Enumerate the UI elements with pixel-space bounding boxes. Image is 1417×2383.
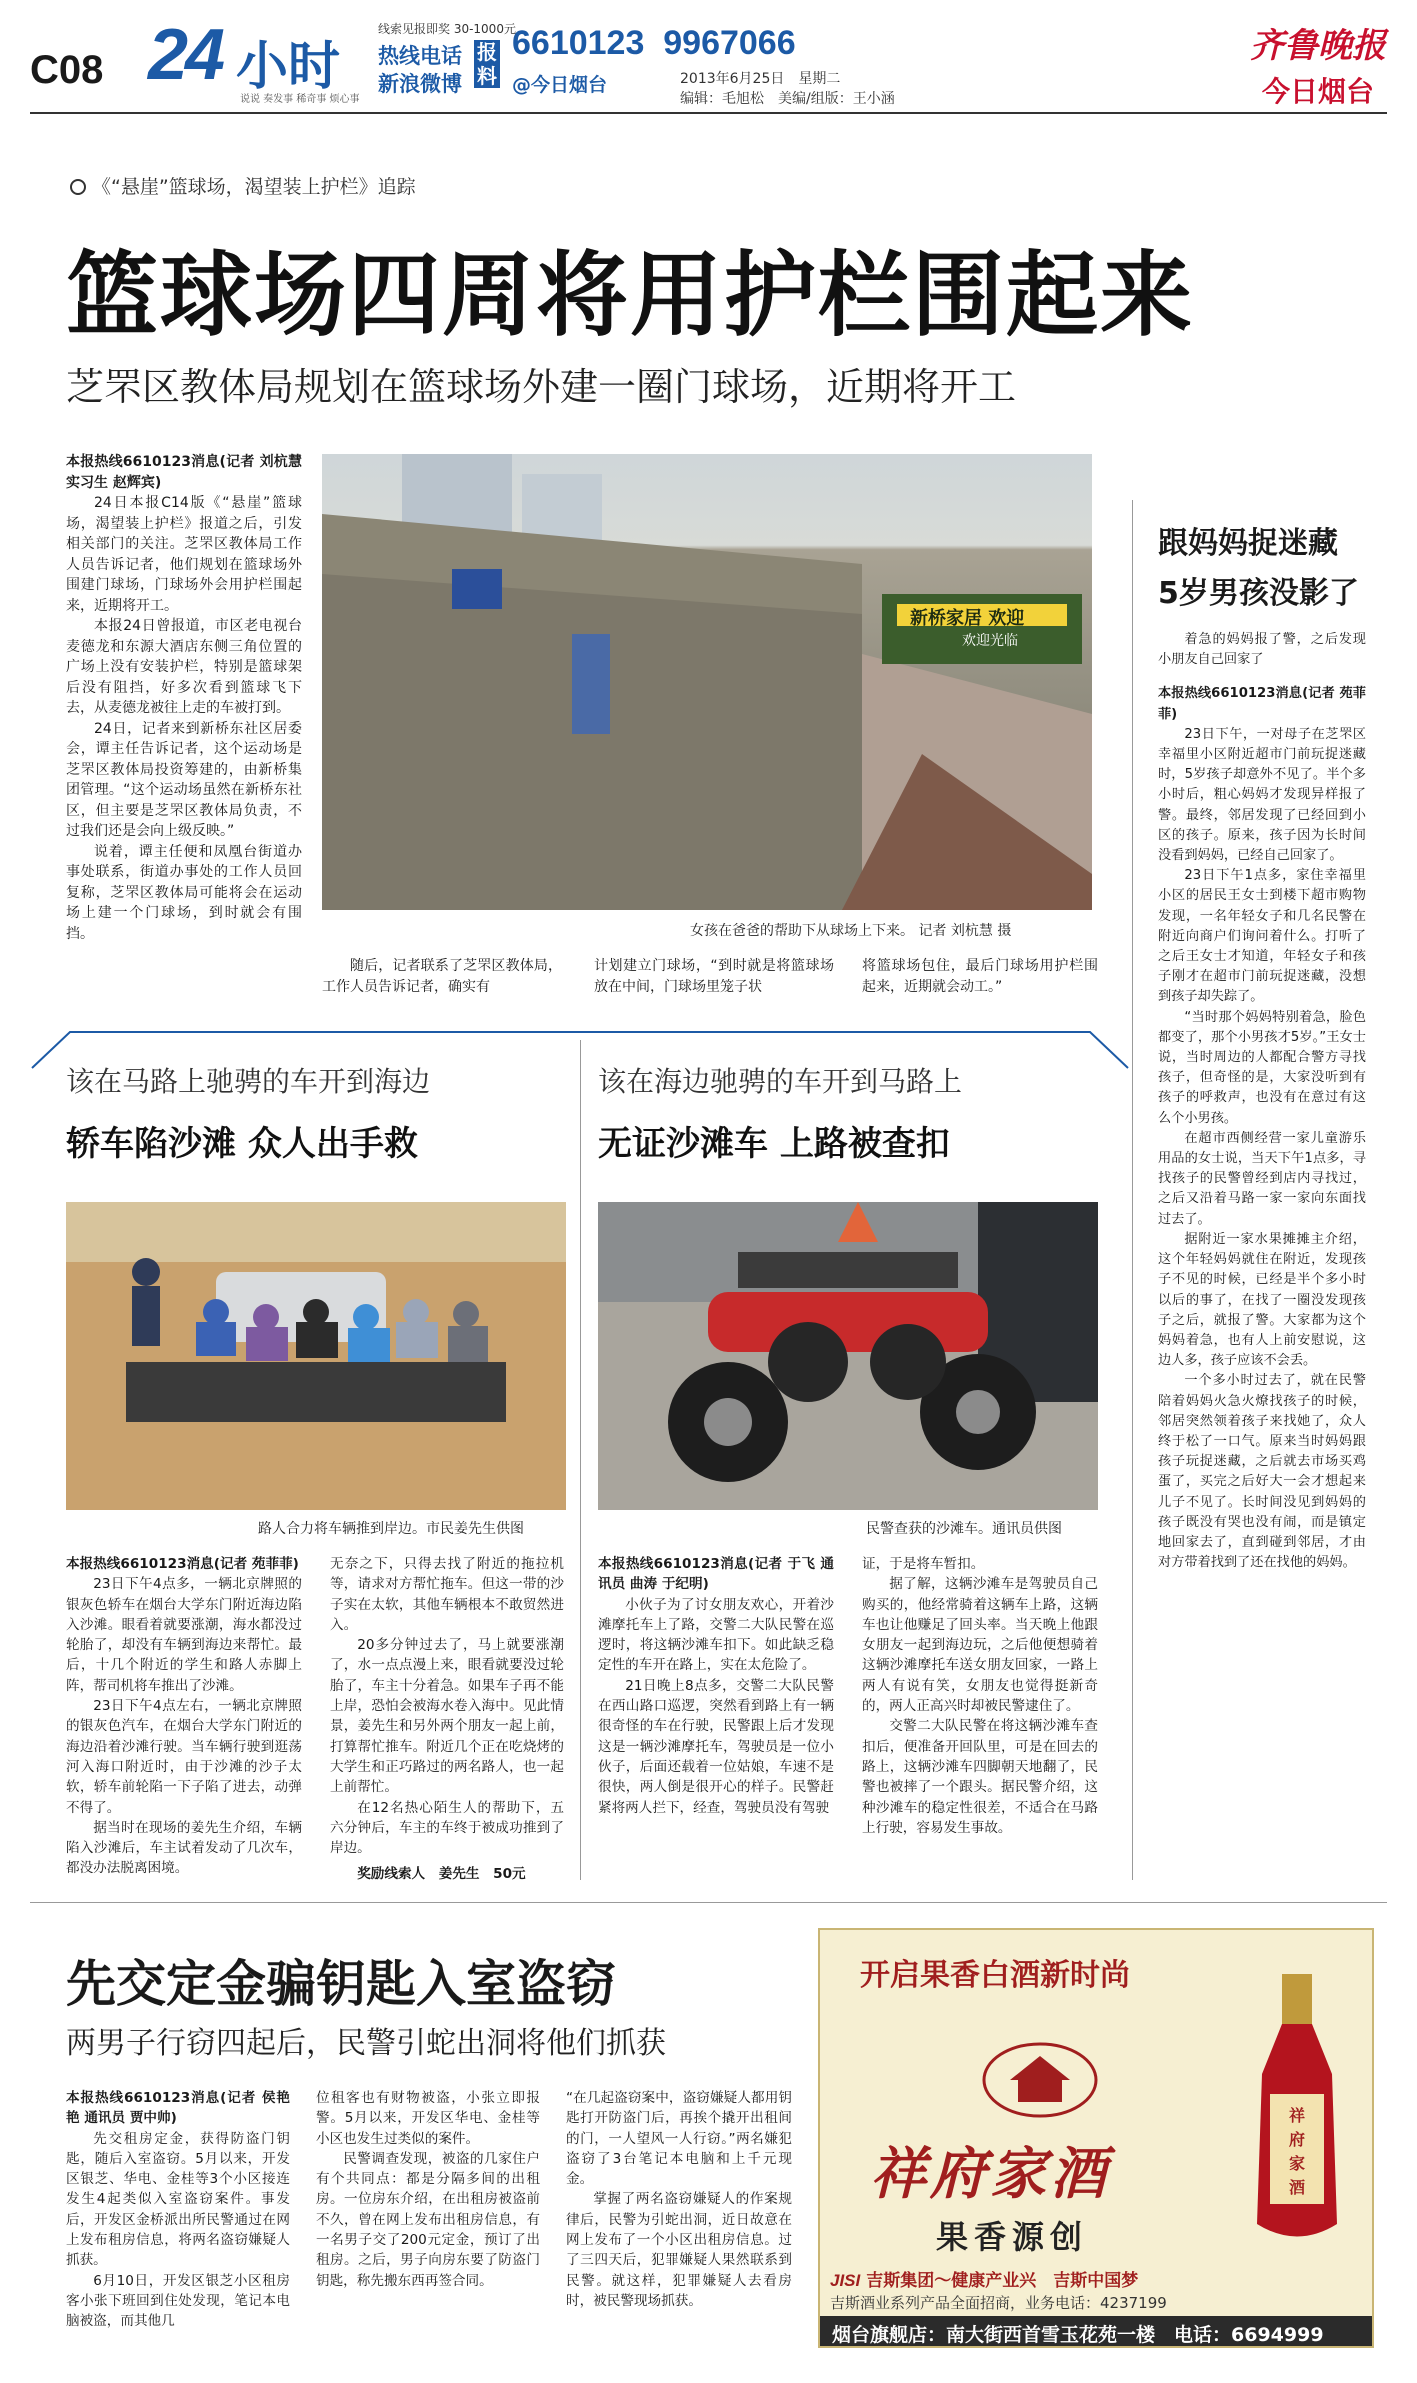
paper-name: 齐鲁晚报 (1250, 26, 1386, 66)
main-story-kicker (70, 172, 416, 199)
main-para: 24日，记者来到新桥东社区居委会，谭主任告诉记者，这个运动场是芝罘区教体局投资筹建的，由新桥集团管理。“这个运动场虽然在新桥东社区，但主要是芝罘区教体局负责，不过我们还是会向上级反映。” (66, 720, 302, 839)
right-headline: 无证沙滩车 上路被查扣 (598, 1124, 950, 1164)
main-para: 将篮球场包住，最后门球场用护栏围起来，近期就会动工。” (862, 958, 1098, 995)
ad-company-logo: JISI (830, 2271, 861, 2290)
bottom-para: 掌握了两名盗窃嫌疑人的作案规律后，民警为引蛇出洞，近日故意在网上发布了一个小区出租房信息。过了三四天后，犯罪嫌疑人果然联系到民警。就这样，犯罪嫌疑人去看房时，被民警现场抓获。 (566, 2191, 792, 2309)
ad-company: 吉斯集团～健康产业兴 吉斯中国梦 (866, 2271, 1139, 2291)
edition-name: 今日烟台 (1262, 75, 1375, 108)
main-para: 本报24日曾报道，市区老电视台麦德龙和东源大酒店东侧三角位置的广场上没有安装护栏，特别是篮球架后没有阻挡，好多次看到篮球飞下去，从麦德龙被往上走的车被打到。 (66, 618, 302, 716)
main-photo-caption: 女孩在爸爸的帮助下从球场上下来。 记者 刘杭慧 摄 (690, 923, 1012, 939)
right-para: 证，于是将车暂扣。 (862, 1556, 985, 1572)
ad-company-row (830, 2266, 1138, 2291)
right-para: 21日晚上8点多，交警二大队民警在西山路口巡逻，突然看到路上有一辆很奇怪的车在行驶，民警跟上后才发现这是一辆沙滩摩托车，驾驶员是一位小伙子，后面还载着一位姑娘，车速不是很快，两人倒是很开心的样子。民警赶紧将两人拦下，经查，驾驶员没有驾驶 (598, 1677, 834, 1816)
right-story-col1 (598, 1554, 834, 1818)
side-para: 据附近一家水果摊摊主介绍，这个年轻妈妈就住在附近，发现孩子不见的时候，已经是半个多小时以后的事了，在找了一圈没发现孩子之后，就报了警。大家都为这个妈妈着急，也有人上前安慰说，这边人多，孩子应该不会丢。 (1158, 1231, 1366, 1369)
ad-slogan: 开启果香白酒新时尚 (860, 1958, 1130, 1993)
left-photo-caption: 路人合力将车辆推到岸边。市民姜先生供图 (258, 1521, 524, 1537)
left-story-col1 (66, 1554, 302, 1879)
main-para: 计划建立门球场，“到时就是将篮球场放在中间，门球场里笼子状 (594, 958, 834, 995)
hotline-numbers: 6610123 9967066 (512, 24, 796, 62)
reward-text: 线索见报即奖 30-1000元 (378, 22, 516, 36)
left-para: 23日下午4点左右，一辆北京牌照的银灰色汽车，在烟台大学东门附近的海边沿着沙滩行驶。当车辆行驶到逛荡河入海口附近时，由于沙滩的沙子太软，轿车前轮陷一下子陷了进去，动弹不得了。 (66, 1698, 302, 1816)
right-para: 小伙子为了讨女朋友欢心，开着沙滩摩托车上了路，交警二大队民警在巡逻时，将这辆沙滩车扣下。如此缺乏稳定性的车开在路上，实在太危险了。 (598, 1596, 834, 1674)
date-text: 2013年6月25日 星期二 (680, 71, 841, 87)
left-photo (66, 1202, 566, 1510)
main-story-bottom-col1 (322, 956, 562, 997)
left-headline: 轿车陷沙滩 众人出手救 (66, 1124, 418, 1164)
right-photo-scene (598, 1202, 1098, 1510)
right-para: 交警二大队民警在将这辆沙滩车查扣后，便准备开回队里，可是在回去的路上，这辆沙滩车四脚朝天地翻了，民警也被摔了一个跟头。据民警介绍，这种沙滩车的稳定性很差，不适合在马路上行驶，容易发生事故。 (862, 1718, 1098, 1836)
main-photo (322, 454, 1092, 910)
left-tagline: 该在马路上驰骋的车开到海边 (66, 1065, 431, 1098)
kicker-icon (70, 179, 86, 195)
weibo-label: 新浪微博 (378, 72, 462, 96)
right-photo (598, 1202, 1098, 1510)
side-para: 23日下午，一对母子在芝罘区幸福里小区附近超市门前玩捉迷藏时，5岁孩子却意外不见了。半个多小时后，粗心妈妈才发现异样报了警。最终，邻居发现了已经回到小区的孩子。原来，孩子因为长时间没看到妈妈，已经自己回家了。 (1158, 726, 1366, 864)
ad-store: 烟台旗舰店：南大街西首雪玉花苑一楼 电话：6694999 (832, 2324, 1324, 2346)
right-tagline: 该在海边驰骋的车开到马路上 (598, 1065, 963, 1098)
photo-sign-sub: 欢迎光临 (962, 633, 1018, 649)
kicker-text: 《“悬崖”篮球场，渴望装上护栏》追踪 (92, 176, 416, 198)
ad-logo-emblem (980, 2040, 1100, 2120)
bottom-para: 位租客也有财物被盗，小张立即报警。5月以来，开发区华电、金桂等小区也发生过类似的案件。 (316, 2090, 540, 2147)
ad-box[interactable] (818, 1928, 1374, 2348)
bottom-para: 6月10日，开发区银芝小区租房客小张下班回到住处发现，笔记本电脑被盗，而其他几 (66, 2272, 290, 2330)
side-deck: 着急的妈妈报了警，之后发现小朋友自己回家了 (1158, 632, 1366, 668)
ad-recruit: 吉斯酒业系列产品全面招商，业务电话：4237199 (830, 2294, 1167, 2312)
side-story-body (1158, 630, 1366, 1573)
ad-tagline: 果香源创 (936, 2218, 1089, 2256)
left-para: 23日下午4点多，一辆北京牌照的银灰色轿车在烟台大学东门附近海边陷入沙滩。眼看着就要涨潮，海水都没过轮胎了，却没有车辆到海边来帮忙。最后，十几个附近的学生和路人赤脚上阵，帮司机将车推出了沙滩。 (66, 1576, 302, 1694)
main-para: 随后，记者联系了芝罘区教体局，工作人员告诉记者，确实有 (322, 958, 562, 995)
side-para: 一个多小时过去了，就在民警陪着妈妈火急火燎找孩子的时候，邻居突然领着孩子来找她了，众人终于松了一口气。原来当时妈妈跟孩子玩捉迷藏，之后就去市场买鸡蛋了，买完之后好大一会才想起来儿子不见了。长时间没见到妈妈的孩子既没有哭也没有闹，而是镇定地回家去了，直到碰到邻居，才由对方带着找到了还在找他的妈妈。 (1158, 1373, 1366, 1571)
bottom-headline: 先交定金骗钥匙入室盗窃 (66, 1955, 616, 2013)
twin-divider (580, 1040, 581, 1880)
main-photo-scene (322, 454, 1092, 910)
main-para: 说着，谭主任便和凤凰台街道办事处联系，街道办事处的工作人员回复称，芝罘区教体局可能将会在运动场上建一个门球场，到时就会有围挡。 (66, 843, 302, 942)
bottom-para: “在几起盗窃案中，盗窃嫌疑人都用钥匙打开防盗门后，再挨个撬开出租间的门，一人望风一人行窃。”两名嫌犯盗窃了3台笔记本电脑和上千元现金。 (566, 2090, 792, 2188)
left-reward: 奖励线索人 姜先生 50元 (357, 1866, 526, 1883)
main-story-bottom-col3 (862, 956, 1098, 997)
section-slogan: 说说 奏发事 稀奇事 烦心事 (240, 94, 360, 105)
page-number: C08 (30, 48, 104, 92)
side-para: “当时那个妈妈特别着急，脸色都变了，那个小男孩才5岁。”王女士说，当时周边的人都配合警方寻找孩子，但奇怪的是，大家没听到有孩子的呼救声，也没有在意过有这么个小男孩。 (1158, 1009, 1366, 1126)
side-column-rule (1132, 500, 1133, 1880)
main-para: 24日本报C14版《“悬崖”篮球场，渴望装上护栏》报道之后，引发相关部门的关注。芝罘区教体局工作人员告诉记者，他们规划在篮球场外围建门球场，门球场外会用护栏围起来，近期将开工。 (66, 495, 302, 614)
side-para: 23日下午1点多，家住幸福里小区的居民王女士到楼下超市购物发现，一名年轻女子和几名民警在附近向商户们询问着什么。打听了之后王女士才知道，年轻女子和孩子刚才在超市门前玩捉迷藏，没想到孩子却失踪了。 (1158, 868, 1366, 1005)
left-lead: 本报热线6610123消息(记者 苑菲菲) (66, 1556, 299, 1572)
left-photo-scene (66, 1202, 566, 1510)
main-subhead: 芝罘区教体局规划在篮球场外建一圈门球场，近期将开工 (66, 365, 1017, 409)
main-story-bottom-col2 (594, 956, 834, 997)
left-para: 无奈之下，只得去找了附近的拖拉机等，请求对方帮忙拖车。但这一带的沙子实在太软，其他车辆根本不敢贸然进入。 (330, 1556, 564, 1633)
left-para: 据当时在现场的姜先生介绍，车辆陷入沙滩后，车主试着发动了几次车，都没办法脱离困境。 (66, 1819, 302, 1877)
left-para: 20多分钟过去了，马上就要涨潮了，水一点点漫上来，眼看就要没过轮胎了，车主十分着急。如果车子再不能上岸，恐怕会被海水卷入海中。见此情景，姜先生和另外两个朋友一起上前，打算帮忙推车。附近几个正在吃烧烤的大学生和正巧路过的两名路人，也一起上前帮忙。 (330, 1637, 564, 1796)
right-photo-caption: 民警查获的沙滩车。通讯员供图 (866, 1521, 1062, 1537)
masthead-rule (30, 112, 1387, 114)
bottom-subhead: 两男子行窃四起后，民警引蛇出洞将他们抓获 (66, 2026, 666, 2061)
left-story-col2 (330, 1554, 564, 1885)
side-title-2: 5岁男孩没影了 (1158, 576, 1359, 611)
ad-bottle (1242, 1974, 1352, 2250)
hotline-label: 热线电话 (378, 44, 462, 68)
main-story-left-column (66, 452, 302, 944)
main-lead: 本报热线6610123消息(记者 刘杭慧 实习生 赵辉宾) (66, 454, 302, 491)
right-para: 据了解，这辆沙滩车是驾驶员自己购买的，他经常骑着这辆车上路，这辆车也让他赚足了回头率。当天晚上他跟女朋友一起到海边玩，之后他便想骑着这辆沙滩摩托车送女朋友回家，一路上两人有说有笑，女朋友也觉得挺新奇的，两人正高兴时却被民警逮住了。 (862, 1576, 1098, 1715)
bottom-story-col3 (566, 2088, 792, 2311)
bottom-para: 民警调查发现，被盗的几家住户有个共同点：都是分隔多间的出租房。一位房东介绍，在出租房被盗前不久，曾在网上发布出租房信息，有一名男子交了200元定金，预订了出租房。之后，男子向房东要了防盗门钥匙，称先搬东西再签合同。 (316, 2150, 540, 2289)
report-badge: 报料 (474, 40, 500, 88)
bottom-story-col2 (316, 2088, 540, 2291)
right-lead: 本报热线6610123消息(记者 于飞 通讯员 曲涛 于纪明) (598, 1556, 834, 1593)
weibo-handle: @今日烟台 (512, 74, 608, 96)
right-story-col2 (862, 1554, 1098, 1838)
bottom-para: 先交租房定金，获得防盗门钥匙，随后入室盗窃。5月以来，开发区银芝、华电、金桂等3个小区接连发生4起类似入室盗窃案件。事发后，开发区金桥派出所民警通过在网上发布租房信息，将两名盗窃嫌疑人抓获。 (66, 2130, 290, 2269)
ad-store-bar (820, 2316, 1374, 2348)
section-word: 小时 (236, 37, 341, 97)
bottom-rule (30, 1902, 1387, 1903)
main-headline: 篮球场四周将用护栏围起来 (66, 242, 1195, 349)
ad-brand: 祥府家酒 (870, 2141, 1110, 2207)
section-number: 24 (148, 15, 223, 95)
masthead (0, 0, 1417, 110)
side-title-1: 跟妈妈捉迷藏 (1158, 526, 1338, 561)
photo-sign-main: 新桥家居 欢迎 (910, 608, 1025, 629)
bottom-lead: 本报热线6610123消息(记者 侯艳艳 通讯员 贾中帅) (66, 2090, 290, 2127)
side-lead: 本报热线6610123消息(记者 苑菲菲) (1158, 686, 1366, 722)
bottom-story-col1 (66, 2088, 290, 2332)
editor-text: 编辑：毛旭松 美编/组版：王小涵 (680, 91, 895, 107)
left-para: 在12名热心陌生人的帮助下，五六分钟后，车主的车终于被成功推到了岸边。 (330, 1799, 564, 1857)
ad-bottle-text: 祥府家酒 (1288, 2106, 1305, 2197)
side-para: 在超市西侧经营一家儿童游乐用品的女士说，当天下午1点多，寻找孩子的民警曾经到店内寻找过，之后又沿着马路一家一家向东面找过去了。 (1158, 1130, 1366, 1227)
